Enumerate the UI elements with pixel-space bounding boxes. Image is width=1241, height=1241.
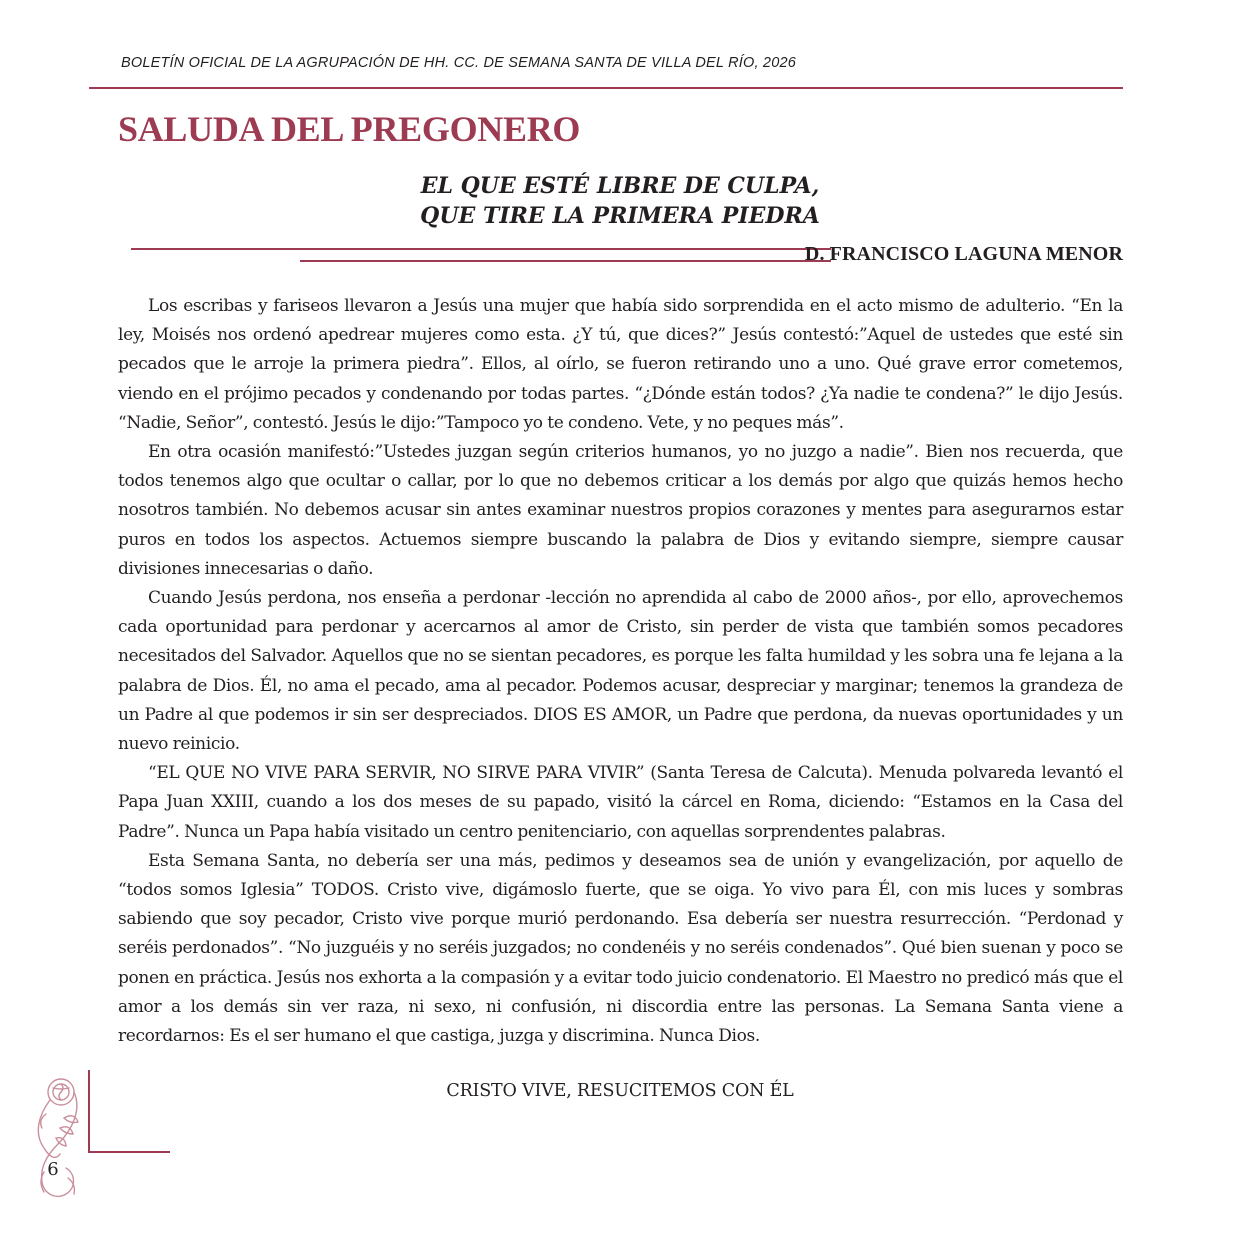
paragraph: “EL QUE NO VIVE PARA SERVIR, NO SIRVE PARA VIVIR” (Santa Teresa de Calcuta). Menuda polvareda levantó el Papa Juan XXIII, cuando a los dos meses de su papado, visitó la cárcel en Roma, diciendo: “Estamos en la Casa del Padre”. Nunca un Papa había visitado un centro penitenciario, con aquellas sorprendentes palabras. [118, 763, 1123, 842]
subtitle-line-2: QUE TIRE LA PRIMERA PIEDRA [420, 203, 820, 229]
article-subtitle [300, 171, 940, 231]
page-number: 6 [47, 1159, 59, 1180]
paragraph: Los escribas y fariseos llevaron a Jesús una mujer que había sido sorprendida en el acto mismo de adulterio. “En la ley, Moisés nos ordenó apedrear mujeres como esta. ¿Y tú, que dices?” Jesús contestó:”Aquel de ustedes que esté sin pecados que le arroje la primera piedra”. Ellos, al oírlo, se fueron retirando uno a uno. Qué grave error cometemos, viendo en el prójimo pecados y condenando por todas partes. “¿Dónde están todos? ¿Ya nadie te condena?” le dijo Jesús. “Nadie, Señor”, contestó. Jesús le dijo:”Tampoco yo te condeno. Vete, y no peques más”. [118, 296, 1123, 433]
header-divider [89, 87, 1123, 89]
paragraph: Esta Semana Santa, no debería ser una más, pedimos y deseamos sea de unión y evangelización, por aquello de “todos somos Iglesia” TODOS. Cristo vive, digámoslo fuerte, que se oiga. Yo vivo para Él, con mis luces y sombras sabiendo que soy pecador, Cristo vive porque murió perdonando. Esa debería ser nuestra resurrección. “Perdonad y seréis perdonados”. “No juzguéis y no seréis juzgados; no condenéis y no seréis condenados”. Qué bien suenan y poco se ponen en práctica. Jesús nos exhorta a la compasión y a evitar todo juicio condenatorio. El Maestro no predicó más que el amor a los demás sin ver raza, ni sexo, ni confusión, ni discordia entre las personas. La Semana Santa viene a recordarnos: Es el ser humano el que castiga, juzga y discrimina. Nunca Dios. [118, 850, 1123, 1047]
author-divider-long [131, 248, 831, 250]
article-body [118, 292, 1123, 1051]
article-author: D. FRANCISCO LAGUNA MENOR [804, 243, 1123, 265]
section-title: SALUDA DEL PREGONERO [118, 109, 581, 149]
corner-rule-vertical [88, 1070, 90, 1153]
running-header: BOLETÍN OFICIAL DE LA AGRUPACIÓN DE HH. CC. DE SEMANA SANTA DE VILLA DEL RÍO, 2026 [121, 55, 796, 71]
corner-rule-horizontal [88, 1151, 170, 1153]
closing-line: CRISTO VIVE, RESUCITEMOS CON ÉL [446, 1081, 794, 1101]
flourish-ornament-icon [20, 1074, 86, 1202]
paragraph: En otra ocasión manifestó:”Ustedes juzgan según criterios humanos, yo no juzgo a nadie”. Bien nos recuerda, que todos tenemos algo que ocultar o callar, por lo que no debemos criticar a los demás por algo que quizás hemos hecho nosotros también. No debemos acusar sin antes examinar nuestros propios corazones y mentes para asegurarnos estar puros en todos los aspectos. Actuemos siempre buscando la palabra de Dios y evitando siempre, siempre causar divisiones innecesarias o daño. [118, 442, 1123, 579]
author-divider-short [300, 260, 831, 262]
paragraph: Cuando Jesús perdona, nos enseña a perdonar -lección no aprendida al cabo de 2000 años-, por ello, aprovechemos cada oportunidad para perdonar y acercarnos al amor de Cristo, sin perder de vista que también somos pecadores necesitados del Salvador. Aquellos que no se sientan pecadores, es porque les falta humildad y les sobra una fe lejana a la palabra de Dios. Él, no ama el pecado, ama al pecador. Podemos acusar, despreciar y marginar; tenemos la grandeza de un Padre al que podemos ir sin ser despreciados. DIOS ES AMOR, un Padre que perdona, da nuevas oportunidades y un nuevo reinicio. [118, 588, 1123, 755]
subtitle-line-1: EL QUE ESTÉ LIBRE DE CULPA, [420, 173, 820, 199]
